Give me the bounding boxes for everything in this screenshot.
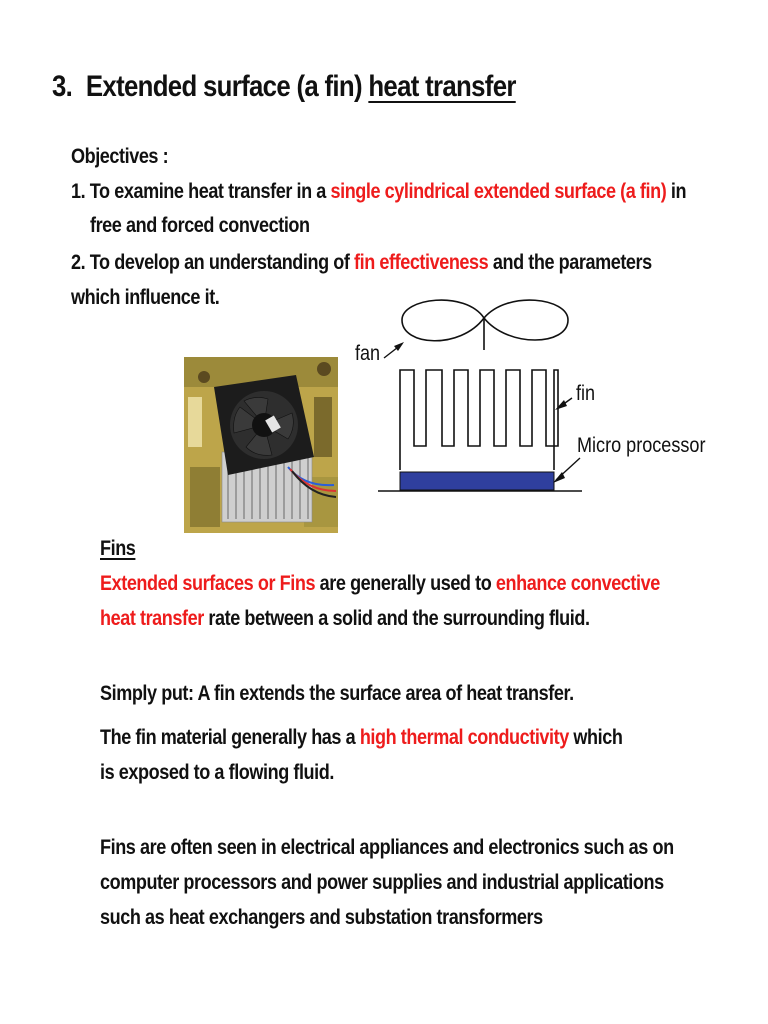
fins-p1-highlight-2: enhance convective [495,572,660,595]
fan-label: fan [355,342,381,365]
fin-diagram-drawing [350,296,760,502]
fins-p3-text: The fin material generally has a [100,726,360,749]
objective-2-line2: which influence it. [71,286,220,309]
fins-paragraph-3-line2: is exposed to a flowing fluid. [100,761,334,784]
cpu-heatsink-fan-photo [184,357,338,533]
section-number: 3. [52,70,73,103]
fins-p1-mid: are generally used to [315,572,496,595]
fins-paragraph-4-line1: Fins are often seen in electrical appliances and electronics such as on [100,836,674,859]
title-underlined-text: heat transfer [368,70,516,103]
micro-processor-block [400,472,554,490]
objective-1-line2: free and forced convection [90,214,310,237]
objective-2-text: 2. To develop an understanding of [71,251,355,274]
fin-diagram [350,296,760,502]
objective-1-highlight: single cylindrical extended surface (a fin) [330,180,667,203]
fins-paragraph-2: Simply put: A fin extends the surface area of heat transfer. [100,682,574,705]
fin-label: fin [576,382,596,405]
fins-heading: Fins [100,537,136,560]
objective-1 [71,180,686,204]
micro-processor-label: Micro processor [577,434,706,457]
fins-p1-line2-tail: rate between a solid and the surrounding fluid. [203,607,590,630]
fins-p3-tail: which [568,726,623,749]
heatsink-photo-illustration [184,357,338,533]
objective-1-tail: in [666,180,687,203]
fan-blade-outline [402,300,568,341]
fins-p1-highlight-1: Extended surfaces or Fins [100,572,316,595]
page-title [52,70,516,104]
fins-paragraph-4-line3: such as heat exchangers and substation transformers [100,906,543,929]
objective-2 [71,251,652,275]
fins-paragraph-4-line2: computer processors and power supplies and industrial applications [100,871,664,894]
fins-paragraph-3 [100,726,622,750]
objectives-heading: Objectives : [71,145,169,168]
objective-1-text: 1. To examine heat transfer in a [71,180,331,203]
fin-profile [400,370,558,470]
objective-2-tail: and the parameters [488,251,652,274]
fins-p3-highlight: high thermal conductivity [359,726,569,749]
fins-paragraph-1-line2 [100,607,590,631]
objective-2-highlight: fin effectiveness [354,251,489,274]
fins-paragraph-1 [100,572,660,596]
fins-p1-line2-highlight: heat transfer [100,607,204,630]
title-text: Extended surface (a fin) [85,70,362,103]
